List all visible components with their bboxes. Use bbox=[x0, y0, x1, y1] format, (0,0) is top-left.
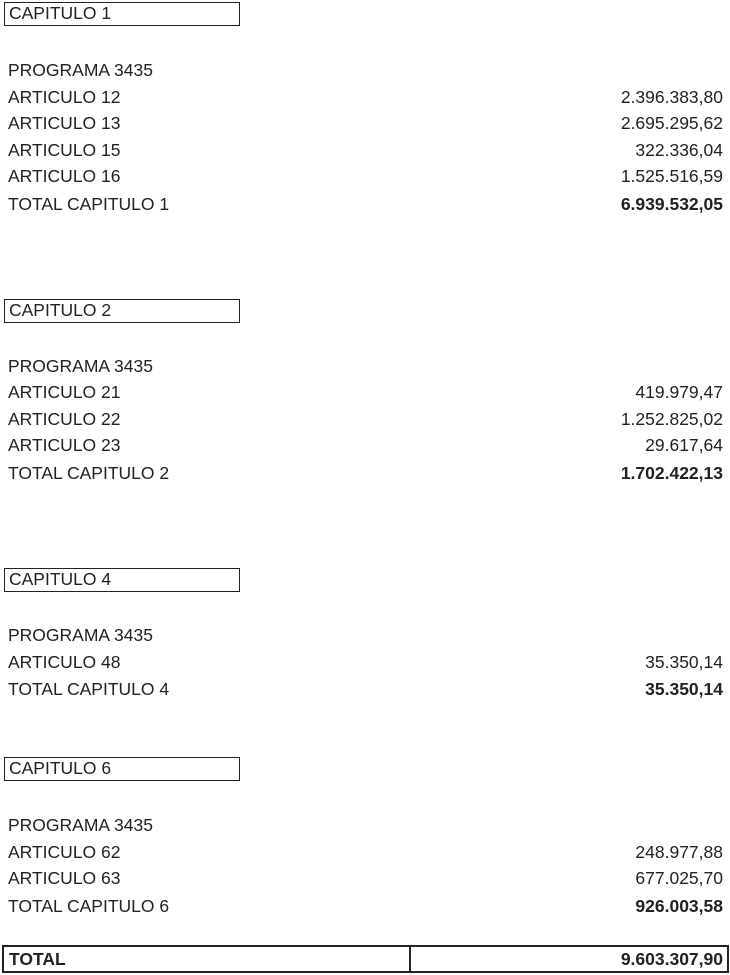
table-row bbox=[8, 137, 723, 163]
grand-total-divider bbox=[409, 947, 411, 971]
capitulo-4-programa bbox=[8, 622, 723, 648]
articulo-amount: 2.695.295,62 bbox=[620, 113, 723, 133]
grand-total-label: TOTAL bbox=[9, 949, 66, 969]
programa-label: PROGRAMA 3435 bbox=[8, 60, 153, 80]
articulo-label: ARTICULO 15 bbox=[8, 140, 121, 160]
articulo-amount: 35.350,14 bbox=[645, 652, 723, 672]
total-capitulo-label: TOTAL CAPITULO 6 bbox=[8, 896, 170, 916]
total-capitulo-label: TOTAL CAPITULO 4 bbox=[8, 679, 170, 699]
articulo-label: ARTICULO 48 bbox=[8, 652, 121, 672]
articulo-label: ARTICULO 22 bbox=[8, 409, 121, 429]
table-row bbox=[8, 649, 723, 675]
programa-label: PROGRAMA 3435 bbox=[8, 356, 153, 376]
total-capitulo-amount: 6.939.532,05 bbox=[620, 194, 723, 214]
capitulo-6-header: CAPITULO 6 bbox=[4, 757, 240, 781]
table-row bbox=[8, 406, 723, 432]
articulo-label: ARTICULO 16 bbox=[8, 166, 121, 186]
table-row bbox=[8, 865, 723, 891]
articulo-label: ARTICULO 23 bbox=[8, 435, 121, 455]
total-capitulo-amount: 35.350,14 bbox=[645, 679, 723, 699]
articulo-amount: 1.252.825,02 bbox=[620, 409, 723, 429]
table-row bbox=[8, 379, 723, 405]
table-row bbox=[8, 839, 723, 865]
capitulo-1-header: CAPITULO 1 bbox=[4, 2, 240, 26]
articulo-label: ARTICULO 12 bbox=[8, 87, 121, 107]
articulo-label: ARTICULO 13 bbox=[8, 113, 121, 133]
capitulo-2-total-row bbox=[8, 460, 723, 486]
grand-total-box bbox=[2, 945, 729, 973]
capitulo-2-header: CAPITULO 2 bbox=[4, 299, 240, 323]
articulo-label: ARTICULO 21 bbox=[8, 382, 121, 402]
articulo-amount: 29.617,64 bbox=[645, 435, 723, 455]
table-row bbox=[8, 110, 723, 136]
total-capitulo-label: TOTAL CAPITULO 2 bbox=[8, 463, 170, 483]
programa-label: PROGRAMA 3435 bbox=[8, 625, 153, 645]
total-capitulo-amount: 926.003,58 bbox=[635, 896, 723, 916]
table-row bbox=[8, 84, 723, 110]
articulo-amount: 248.977,88 bbox=[635, 842, 723, 862]
grand-total-amount: 9.603.307,90 bbox=[620, 949, 723, 969]
table-row bbox=[8, 163, 723, 189]
table-row bbox=[8, 432, 723, 458]
capitulo-1-total-row bbox=[8, 191, 723, 217]
articulo-label: ARTICULO 62 bbox=[8, 842, 121, 862]
articulo-amount: 1.525.516,59 bbox=[620, 166, 723, 186]
capitulo-1-programa bbox=[8, 57, 723, 83]
articulo-amount: 677.025,70 bbox=[635, 868, 723, 888]
articulo-label: ARTICULO 63 bbox=[8, 868, 121, 888]
capitulo-6-total-row bbox=[8, 893, 723, 919]
capitulo-4-total-row bbox=[8, 676, 723, 702]
capitulo-6-programa bbox=[8, 812, 723, 838]
capitulo-2-programa bbox=[8, 353, 723, 379]
articulo-amount: 322.336,04 bbox=[635, 140, 723, 160]
articulo-amount: 419.979,47 bbox=[635, 382, 723, 402]
programa-label: PROGRAMA 3435 bbox=[8, 815, 153, 835]
total-capitulo-label: TOTAL CAPITULO 1 bbox=[8, 194, 170, 214]
total-capitulo-amount: 1.702.422,13 bbox=[620, 463, 723, 483]
capitulo-4-header: CAPITULO 4 bbox=[4, 568, 240, 592]
articulo-amount: 2.396.383,80 bbox=[620, 87, 723, 107]
